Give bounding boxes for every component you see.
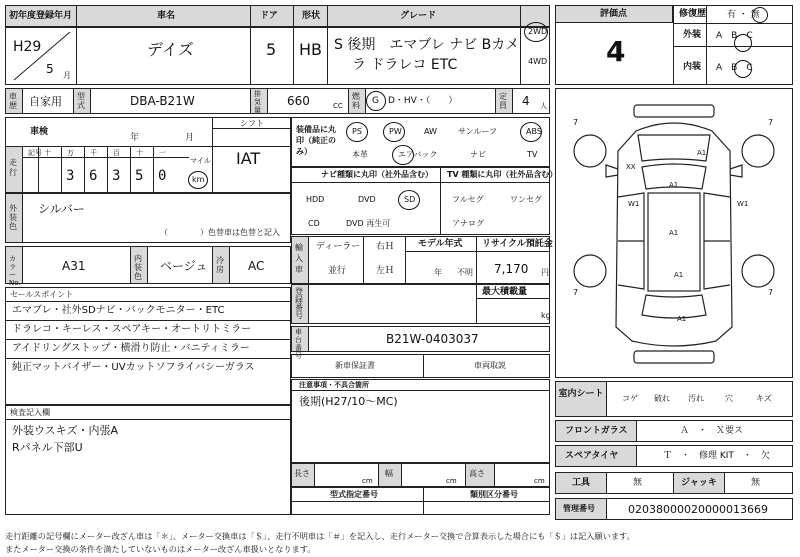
- repair-label: 修復歴: [679, 9, 707, 19]
- model-year-label: モデル年式: [418, 239, 463, 249]
- tire-fl-label: 7: [573, 118, 579, 127]
- drive-2wd: 2WD: [528, 27, 548, 36]
- mileage-unit-1: 万: [67, 149, 74, 157]
- repair-values: 有 ・ 無: [727, 10, 760, 20]
- reg-month-unit: 月: [63, 71, 71, 80]
- load-label: 最大積載量: [482, 287, 528, 297]
- sales-line-2: ドラレコ・キーレス・スペアキー・オートリトミラー: [12, 324, 252, 335]
- mileage-unit-3: 百: [113, 149, 120, 157]
- tv-item-1: ワンセグ: [510, 195, 542, 204]
- color-note: （ ）色替車は色替と記入: [160, 228, 280, 237]
- navi-item-3: CD: [308, 219, 320, 228]
- glass-value: Ａ ・ Ｘ要ス: [680, 426, 744, 436]
- inspect-line-1: 外装ウスキズ・内張A: [12, 424, 118, 437]
- length-unit: cm: [362, 477, 373, 485]
- damage-mark-1: A1: [697, 149, 707, 157]
- color-label: 外装色: [9, 204, 17, 231]
- recycle-label: リサイクル預託金: [482, 239, 553, 249]
- exterior-grades: A B C: [716, 31, 753, 41]
- equipment-circle-6: [392, 145, 414, 165]
- height-unit: cm: [534, 477, 545, 485]
- color-no-label: カラーNo.: [9, 255, 21, 287]
- width-label: 幅: [385, 469, 393, 478]
- top-block: [5, 27, 550, 85]
- ac-value: AC: [248, 259, 265, 273]
- inspect-label: 検査記入欄: [10, 408, 50, 417]
- interior-grade-circle: [734, 60, 752, 78]
- damage-mark-4: W1: [737, 200, 749, 208]
- tire-rr-label: 7: [768, 288, 774, 297]
- navi-item-2: SD: [404, 195, 416, 204]
- capacity: 4: [522, 94, 530, 108]
- seat-item-2: 汚れ: [688, 394, 704, 403]
- ac-label: 冷房: [216, 256, 224, 274]
- reg-year-label: 初年度登録年月: [9, 11, 73, 21]
- recycle-value: 7,170: [494, 262, 529, 276]
- chassis-label: 車台番号: [295, 328, 302, 360]
- shift-value: IAT: [236, 149, 261, 168]
- equipment-circle-1: [383, 122, 405, 142]
- equipment-0: PS: [352, 127, 362, 136]
- damage-mark-6: A1: [674, 271, 684, 279]
- damage-mark-5: A1: [669, 229, 679, 237]
- spare-value: Ｔ ・ 修理 KIT ・ 欠: [663, 451, 770, 461]
- width-unit: cm: [446, 477, 457, 485]
- door-count: 5: [266, 40, 277, 59]
- type-no-label: 型式指定番号: [330, 490, 378, 499]
- manual-label: 車両取説: [474, 361, 506, 370]
- sales-label: セールスポイント: [10, 290, 74, 299]
- mile-label: マイル: [190, 157, 211, 165]
- tv-item-2: アナログ: [452, 219, 484, 228]
- inspection-year-unit: 年: [130, 133, 140, 143]
- navi-item-1: DVD: [358, 195, 376, 204]
- displacement-label: 排気量: [254, 90, 261, 114]
- glass-label: フロントガラス: [565, 426, 628, 436]
- mileage-digit-1: 3: [66, 168, 75, 184]
- length-label: 長さ: [294, 469, 310, 478]
- spare-label: スペアタイヤ: [565, 451, 619, 461]
- model-year-unknown: 不明: [457, 268, 473, 277]
- equipment-label: 装備品に丸印（純正のみ）: [296, 125, 336, 156]
- equipment-2: AW: [424, 127, 437, 136]
- color-value: シルバー: [38, 202, 85, 216]
- mileage-unit-4: 十: [136, 149, 143, 157]
- tv-item-0: フルセグ: [452, 195, 484, 204]
- equipment-5: 本革: [352, 150, 368, 159]
- tools-label: 工具: [572, 478, 591, 488]
- load-unit: kg: [541, 311, 551, 320]
- mileage-digit-5: 0: [158, 168, 167, 184]
- grade-line2: ラ ドラレコ ETC: [352, 57, 458, 73]
- height-label: 高さ: [469, 469, 485, 478]
- score-value: 4: [606, 35, 626, 68]
- car-name: デイズ: [147, 40, 194, 59]
- body-shape: HB: [299, 40, 323, 59]
- inspection-label: 車検: [30, 127, 49, 137]
- footer-line-2: またメーター交換の条件を満たしていないものはメーター改ざん車扱いとなります。: [5, 544, 316, 554]
- damage-mark-3: W1: [628, 200, 640, 208]
- navi-item-0: HDD: [306, 195, 325, 204]
- capacity-label: 定員: [499, 92, 507, 110]
- left-hand: 左Ｈ: [376, 266, 395, 276]
- seat-item-4: キズ: [756, 394, 772, 403]
- usage-value: 自家用: [29, 95, 62, 108]
- displacement: 660: [287, 94, 310, 108]
- equipment-6: エアバック: [398, 150, 438, 159]
- damage-mark-2: A1: [669, 181, 679, 189]
- seat-item-1: 破れ: [654, 394, 670, 403]
- equipment-circle-0: [346, 122, 368, 142]
- interior-label: 内装: [683, 62, 702, 72]
- door-label: ドア: [260, 11, 278, 21]
- mgmt-number: 02038000020000013669: [628, 503, 768, 516]
- reg-month: 5: [46, 62, 54, 76]
- sales-line-4: 純正マットバイザー・UVカットソフライバシーガラス: [12, 362, 255, 373]
- seat-label: 室内シート: [558, 389, 604, 399]
- grade-line1: S 後期 エマブレ ナビ Bカメ: [334, 37, 520, 53]
- grade-label: グレード: [400, 11, 437, 21]
- tire-fr-label: 7: [768, 118, 774, 127]
- navi-label: ナビ種類に丸印（社外品含む）: [321, 170, 433, 179]
- right-hand: 右Ｈ: [376, 242, 395, 252]
- seat-item-0: コゲ: [622, 394, 638, 403]
- repair-none-circle: [752, 7, 768, 23]
- interior-color: ベージュ: [160, 259, 208, 273]
- color-no: A31: [62, 259, 86, 273]
- navi-sd-circle: [398, 190, 420, 210]
- class-no-label: 類別区分番号: [470, 490, 518, 499]
- tools-value: 無: [633, 478, 643, 488]
- fuel-options: G D・HV・（ ）: [372, 96, 458, 106]
- sales-line-3: アイドリングストップ・横滑り防止・バニティミラー: [12, 343, 250, 354]
- mileage-unit-2: 千: [90, 149, 97, 157]
- drive-4wd: 4WD: [528, 57, 548, 66]
- inspect-line-2: Rパネル下部U: [12, 441, 83, 454]
- dims-block: [291, 463, 550, 487]
- equipment-1: PW: [389, 127, 402, 136]
- mileage-digit-3: 3: [112, 168, 121, 184]
- import-parallel: 並行: [328, 266, 347, 276]
- notes-label: 注意事項・不具合箇所: [299, 381, 369, 389]
- mgmt-label: 管理番号: [563, 504, 595, 513]
- capacity-unit: 人: [540, 102, 547, 110]
- exterior-grade-circle: [734, 34, 752, 52]
- damage-mark-7: A1: [677, 315, 687, 323]
- sales-line-1: エマブレ・社外SDナビ・バックモニター・ETC: [12, 305, 225, 316]
- chassis-number: B21W-0403037: [386, 332, 479, 346]
- mileage-unit-0: 十: [44, 149, 51, 157]
- inspection-month-unit: 月: [185, 133, 195, 143]
- mileage-unit-5: 一: [159, 149, 166, 157]
- reg-no-label: 登録番号: [295, 287, 303, 320]
- import-label: 輸入車: [295, 243, 303, 274]
- exterior-label: 外装: [683, 30, 702, 40]
- jack-label: ジャッキ: [681, 478, 717, 488]
- mileage-symbol-label: 記号: [28, 149, 42, 157]
- mileage-digit-4: 5: [135, 168, 144, 184]
- fuel-label: 燃料: [352, 92, 360, 110]
- score-label: 評価点: [600, 9, 628, 19]
- equipment-8: TV: [527, 150, 538, 159]
- jack-value: 無: [751, 478, 761, 488]
- equipment-7: ナビ: [470, 150, 486, 159]
- usage-label: 車歴: [9, 92, 17, 110]
- tv-label: TV 種類に丸印（社外品含む）: [447, 170, 558, 179]
- equipment-3: サンルーフ: [458, 127, 497, 136]
- seat-item-3: 穴: [725, 394, 733, 403]
- mileage-digit-2: 6: [89, 168, 98, 184]
- equipment-4: ABS: [526, 127, 542, 136]
- shape-label: 形状: [302, 11, 321, 21]
- shift-label: シフト: [240, 119, 264, 128]
- model-year-unit: 年: [434, 268, 442, 277]
- car-name-label: 車名: [157, 11, 176, 21]
- interior-grades: A B C: [716, 63, 753, 73]
- displacement-unit: CC: [333, 102, 343, 110]
- tire-rl-label: 7: [573, 288, 579, 297]
- notes-value: 後期(H27/10～MC): [299, 395, 398, 408]
- km-label: km: [192, 175, 205, 184]
- interior-color-label: 内装色: [134, 254, 142, 281]
- warranty-label: 新車保証書: [335, 361, 375, 370]
- navi-item-4: DVD 再生可: [346, 219, 391, 228]
- model-code: DBA-B21W: [130, 94, 195, 108]
- model-label: 型式: [77, 92, 85, 110]
- import-dealer: ディーラー: [316, 242, 361, 252]
- equipment-circle-4: [520, 122, 542, 142]
- notes-block: [291, 379, 550, 463]
- mileage-label: 走行: [9, 158, 17, 177]
- warranty-block: [291, 354, 550, 378]
- damage-mark-0: XX: [626, 163, 636, 171]
- recycle-unit: 円: [541, 268, 549, 277]
- inspect-block: [5, 405, 291, 515]
- footer-line-1: 走行距離の記号欄にメーター改ざん車は「＊」、メーター交換車は「＄」、走行不明車は「＃」を記入し、走行メーター交換で合算表示した場合にも「＄」は記入願います。: [5, 531, 635, 541]
- reg-era: H29: [13, 39, 42, 55]
